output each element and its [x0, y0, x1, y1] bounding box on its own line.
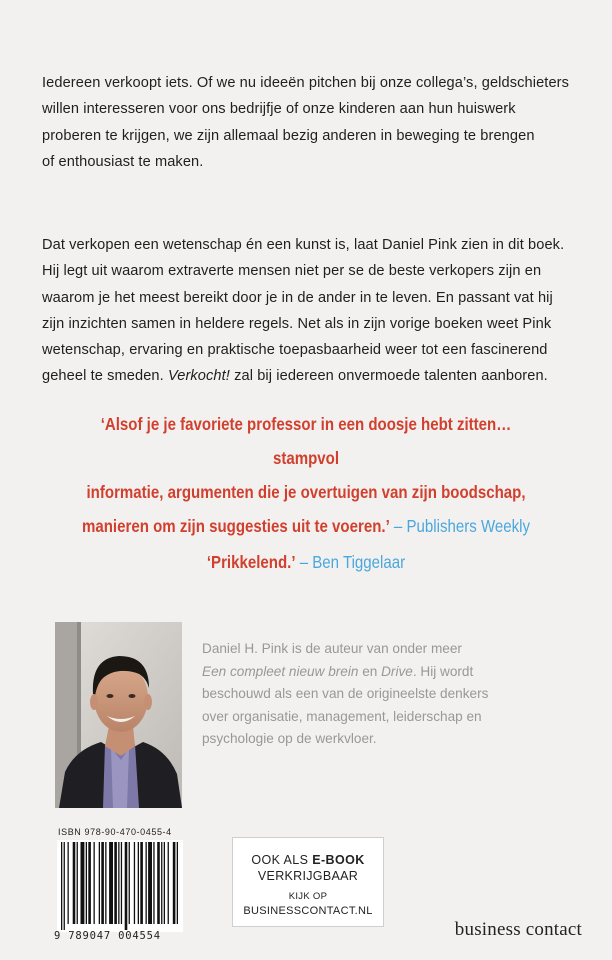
bio-line: psychologie op de werkvloer.	[202, 731, 377, 746]
blurb-line: willen interesseren voor ons bedrijfje of onze kinderen aan hun huiswerk	[42, 101, 516, 118]
ebook-text: OOK ALS	[251, 853, 313, 867]
bio-text: . Hij wordt	[412, 663, 474, 679]
quote-line-last	[69, 509, 544, 543]
ebook-line-3: KIJK OP	[288, 891, 328, 902]
publisher-logo: business contact	[454, 919, 582, 940]
review-quote-1	[69, 407, 544, 543]
blurb-line: Hij legt uit waarom extraverte mensen niet per se de beste verkopers zijn en	[42, 263, 542, 280]
ebook-line-2: VERKRIJGBAAR	[257, 869, 359, 883]
bio-line: over organisatie, management, leiderschap en	[202, 708, 482, 724]
ebook-bold: E-BOOK	[312, 853, 365, 867]
quote-line-last	[69, 545, 544, 579]
blurb-line: wetenschap, ervaring en praktische toepasbaarheid weer tot een fascinerend	[42, 342, 548, 359]
ebook-line-1	[233, 852, 383, 868]
isbn-barcode	[57, 840, 183, 932]
quote-attribution: – Publishers Weekly	[389, 516, 531, 536]
author-bio	[202, 638, 572, 751]
bio-line: beschouwd als een van de origineelste denkers	[202, 686, 489, 701]
author-portrait-image	[55, 622, 182, 808]
blurb-line-last	[42, 363, 574, 389]
bio-line: Daniel H. Pink is de auteur van onder meer	[202, 641, 462, 656]
blurb-line: of enthousiast te maken.	[42, 153, 204, 170]
isbn-label: ISBN 978-90-470-0455-4	[58, 827, 172, 837]
blurb-line: zijn inzichten samen in heldere regels. Net als in zijn vorige boeken weet Pink	[42, 315, 552, 332]
barcode-bars	[57, 840, 183, 932]
barcode-digits: 9 789047 004554	[54, 930, 161, 942]
blurb-paragraph-1	[42, 70, 574, 175]
blurb-line: Dat verkopen een wetenschap én een kunst is, laat Daniel Pink zien in dit boek.	[42, 237, 565, 253]
book-title-italic: Een compleet nieuw brein	[202, 663, 359, 679]
quote-line: ‘Alsof je je favoriete professor in een doosje hebt zitten… stampvol	[100, 414, 512, 468]
blurb-text: geheel te smeden.	[42, 368, 168, 385]
quote-text: ‘Prikkelend.’	[206, 552, 296, 572]
blurb-line: proberen te krijgen, we zijn allemaal bezig anderen in beweging te brengen	[42, 127, 535, 144]
review-quote-2	[69, 545, 544, 579]
book-title-italic: Drive	[381, 663, 413, 679]
bio-text: en	[358, 663, 382, 679]
blurb-paragraph-2	[42, 232, 574, 390]
ebook-notice-box	[232, 837, 384, 927]
ebook-website: BUSINESSCONTACT.NL	[243, 905, 373, 917]
author-photo	[55, 622, 182, 808]
book-title-italic: Verkocht!	[167, 368, 230, 385]
quote-attribution: – Ben Tiggelaar	[295, 552, 406, 572]
quote-line: informatie, argumenten die je overtuigen van zijn boodschap,	[86, 482, 526, 502]
quote-text: manieren om zijn suggesties uit te voeren.’	[81, 516, 390, 536]
blurb-line: waarom je het meest bereikt door je in de ander in te leven. En passant vat hij	[42, 289, 553, 306]
blurb-text: zal bij iedereen onvermoede talenten aanboren.	[229, 368, 548, 385]
bio-line	[202, 661, 572, 684]
blurb-line: Iedereen verkoopt iets. Of we nu ideeën pitchen bij onze collega’s, geldschieters	[42, 75, 570, 91]
